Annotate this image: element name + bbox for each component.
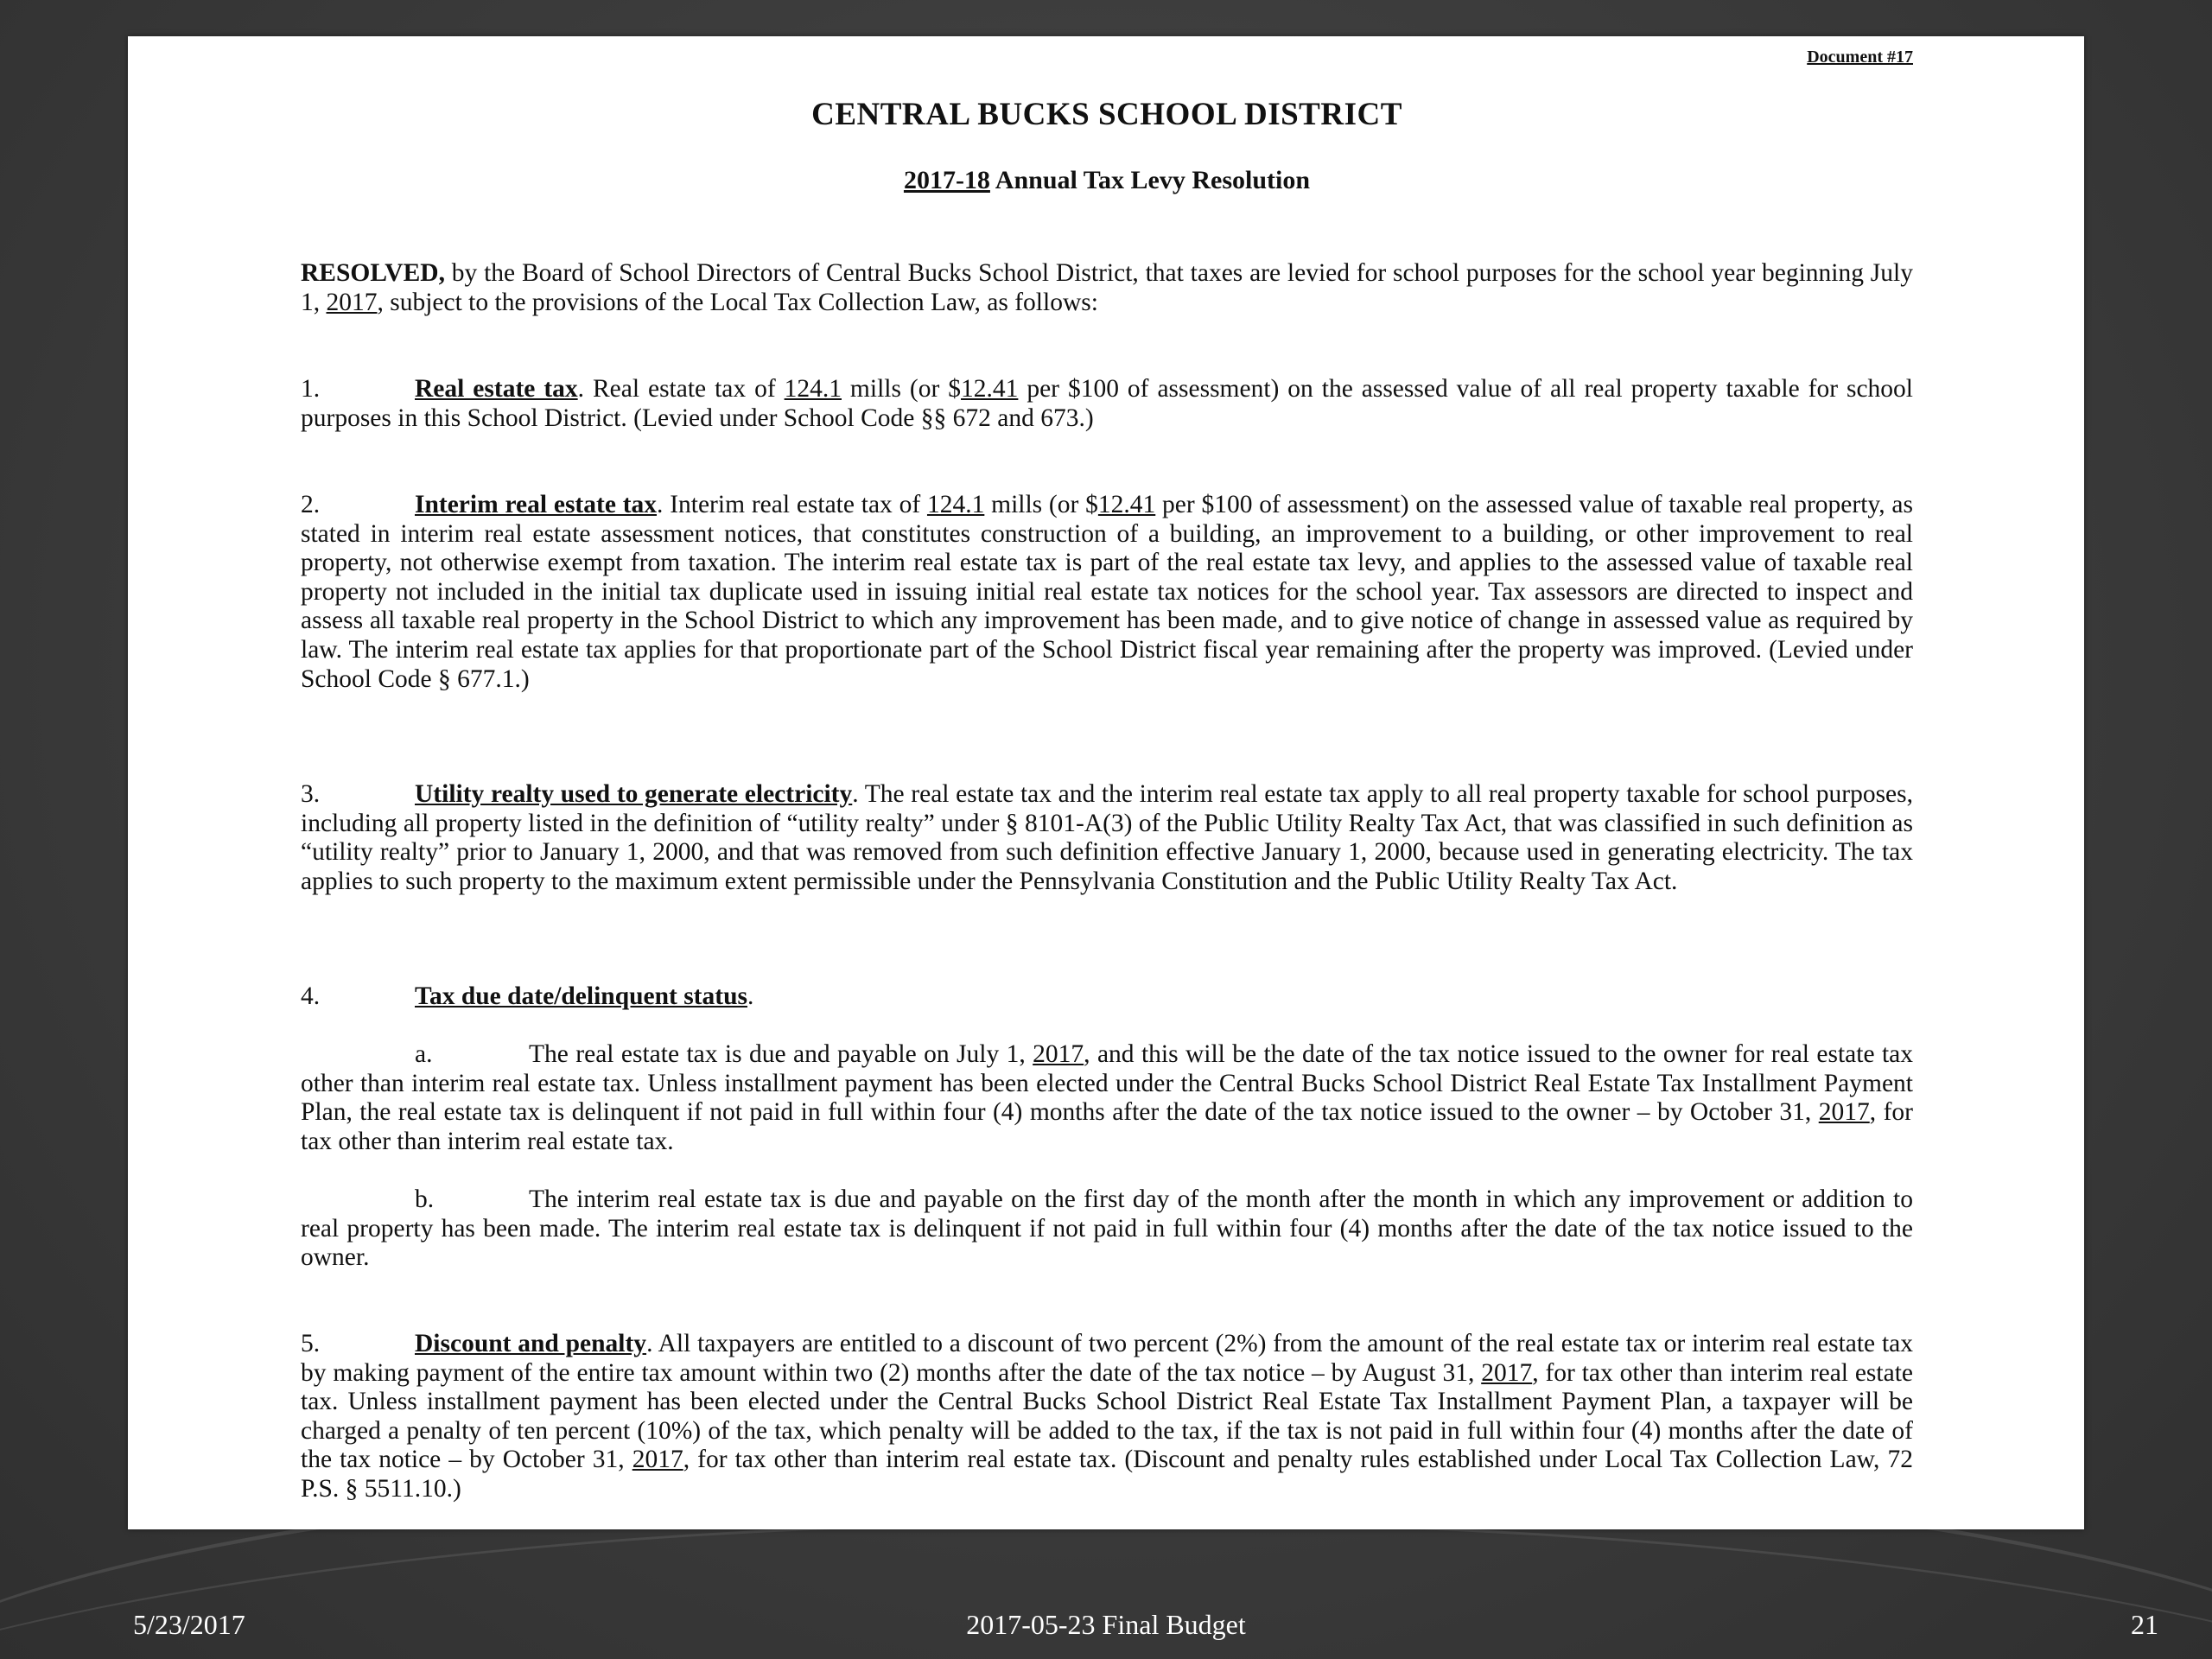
mills-value: 124.1 xyxy=(784,375,842,403)
year-value: 2017 xyxy=(632,1446,683,1474)
dollar-value: 12.41 xyxy=(1097,491,1156,518)
item-heading: Tax due date/delinquent status xyxy=(415,982,747,1010)
item-number: 3. xyxy=(301,780,321,808)
subitem-label-a: a. xyxy=(415,1040,433,1068)
dollar-value: 12.41 xyxy=(961,375,1019,403)
item-discount-penalty xyxy=(301,1330,1913,1504)
item-text: . xyxy=(747,982,754,1010)
item-text: . All taxpayers are entitled to a discount of two percent (2%) from the amount of the real estate tax or interim real estate tax by making payment of the entire tax amount within two (2) months after the date of the tax notice – by August 31, xyxy=(301,1330,1913,1387)
item-4a-paragraph xyxy=(301,1040,1913,1156)
resolved-lead: RESOLVED, xyxy=(301,259,445,287)
year-value: 2017 xyxy=(1818,1098,1870,1127)
item-number: 5. xyxy=(301,1330,321,1357)
resolved-paragraph xyxy=(301,259,1913,317)
item-heading: Interim real estate tax xyxy=(415,491,658,518)
item-utility-realty xyxy=(301,780,1913,896)
item-text: . The real estate tax and the interim real estate tax apply to all real property taxable for school purposes, including all property listed in the definition of “utility realty” under § 8101-A(3) of the Public Utility Realty Tax Act, that was classified in such definition as “utility realty” prior to January 1, 2000, and that was removed from such definition effective January 1, 2000, because used in generating electricity. The tax applies to such property to the maximum extent permissible under the Pennsylvania Constitution and the Public Utility Realty Tax Act. xyxy=(301,780,1914,895)
year-value: 2017 xyxy=(1033,1040,1084,1068)
item-text: . Real estate tax of xyxy=(577,375,785,403)
item-text: The interim real estate tax is due and payable on the first day of the month after the month in which any improvement or addition to real property has been made. The interim real estate tax is delinquent if not paid in full within four (4) months after the date of the tax notice issued to the owner. xyxy=(301,1185,1913,1272)
footer-date: 5/23/2017 xyxy=(133,1609,245,1640)
item-heading: Real estate tax xyxy=(415,375,578,403)
resolved-year: 2017 xyxy=(326,288,378,316)
subitem-label-b: b. xyxy=(415,1185,435,1213)
item-number: 1. xyxy=(301,375,321,403)
item-text: mills (or $ xyxy=(984,491,1098,518)
item-text: , and this will be the date of the tax notice issued to the owner for real estate tax other than interim real estate tax. Unless installment payment has been elected under the Central Bucks School District Real Estate Tax Installment Payment Plan, the real estate tax is delinquent if not paid in full within four (4) months after the date of the tax notice issued to the owner – by October 31, xyxy=(301,1040,1914,1127)
item-real-estate-tax xyxy=(301,375,1913,433)
subtitle-text: Annual Tax Levy Resolution xyxy=(989,166,1311,194)
subtitle-year: 2017-18 xyxy=(903,166,990,194)
item-text: The real estate tax is due and payable on July 1, xyxy=(529,1040,1033,1068)
item-text: . Interim real estate tax of xyxy=(657,491,927,518)
item-heading: Discount and penalty xyxy=(415,1330,647,1357)
item-text: , for tax other than interim real estate tax. xyxy=(301,1098,1913,1155)
resolved-text: by the Board of School Directors of Central Bucks School District, that taxes are levied for school purposes for the school year beginning July 1, xyxy=(301,259,1913,316)
mills-value: 124.1 xyxy=(926,491,985,518)
item-heading: Utility realty used to generate electricity xyxy=(415,780,853,808)
footer-title: 2017-05-23 Final Budget xyxy=(966,1609,1246,1640)
item-4b-paragraph xyxy=(301,1185,1913,1273)
item-text: per $100 of assessment) on the assessed value of taxable real property, as stated in interim real estate assessment notices, that constitutes construction of a building, an improvement to a building, or other improvement to real property, not otherwise exempt from taxation. The interim real estate tax is part of the real estate tax levy, and applies to the assessed value of taxable real property not included in the initial tax duplicate used in issuing initial real estate tax notices for the school year. Tax assessors are directed to inspect and assess all taxable real property in the School District to which any improvement has been made, and to give notice of change in assessed value as required by law. The interim real estate tax applies for that proportionate part of the School District fiscal year remaining after the property was improved. (Levied under School Code § 677.1.) xyxy=(301,491,1913,693)
item-tax-due-date xyxy=(301,982,1913,1012)
item-number: 2. xyxy=(301,491,321,518)
item-text: mills (or $ xyxy=(841,375,962,403)
year-value: 2017 xyxy=(1481,1358,1533,1387)
resolved-text: , subject to the provisions of the Local Tax Collection Law, as follows: xyxy=(377,288,1098,316)
document-title: CENTRAL BUCKS SCHOOL DISTRICT xyxy=(811,97,1402,132)
item-interim-real-estate-tax xyxy=(301,491,1913,694)
document-page xyxy=(128,36,2084,1529)
item-text: , for tax other than interim real estate tax. (Discount and penalty rules established under Local Tax Collection Law, 72 P.S. § 5511.10.) xyxy=(301,1446,1913,1503)
document-subtitle xyxy=(301,166,1913,195)
slide-number: 21 xyxy=(2131,1609,2158,1640)
item-text: per $100 of assessment) on the assessed value of all real property taxable for school purposes in this School District. (Levied under School Code §§ 672 and 673.) xyxy=(301,375,1914,432)
item-number: 4. xyxy=(301,982,321,1010)
item-text: , for tax other than interim real estate tax. Unless installment payment has been elected under the Central Bucks School District Real Estate Tax Installment Payment Plan, a taxpayer will be charged a penalty of ten percent (10%) of the tax, which penalty will be added to the tax, if the tax is not paid in full within four (4) months after the date of the tax notice – by October 31, xyxy=(301,1358,1913,1474)
document-number: Document #17 xyxy=(1807,48,1913,67)
